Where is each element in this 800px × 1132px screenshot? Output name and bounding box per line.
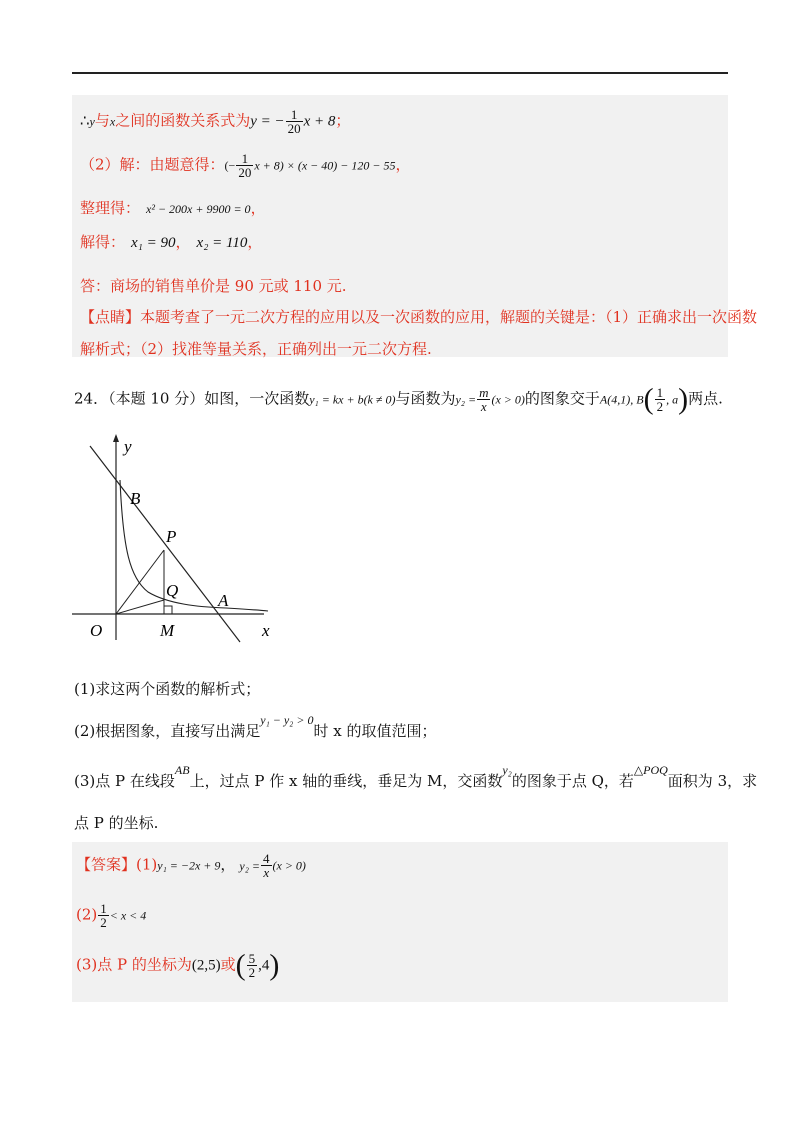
var-x: x — [109, 114, 116, 129]
hyperbola-curve — [120, 480, 268, 611]
relation-text: 之间的函数关系式为 — [115, 111, 251, 130]
part3-y2: y₂ — [502, 763, 512, 777]
punct: ， — [395, 155, 411, 174]
answer-line: 答：商场的销售单价是 90 元或 110 元. — [80, 277, 347, 295]
label-O: O — [90, 621, 103, 640]
part3-triangle: △POQ — [633, 763, 668, 777]
part-2 — [74, 713, 437, 743]
var-y: y — [89, 114, 95, 129]
fraction-1-20 — [286, 108, 303, 135]
text-and: 与 — [94, 111, 110, 130]
frac-denominator: 2 — [656, 399, 664, 414]
part2-label: （2）解：由题意得： — [80, 155, 225, 174]
answer3-pre: (3)点 P 的坐标为 — [76, 955, 192, 974]
eq-pre: (− — [224, 158, 236, 173]
label-y: y — [124, 437, 132, 456]
roots-line — [80, 232, 262, 253]
q24-linear-fn: y₁ = kx + b(k ≠ 0) — [309, 392, 396, 407]
q24-domain: (x > 0) — [491, 392, 525, 407]
answer-fraction-half — [98, 902, 109, 929]
roots-label: 解得： — [80, 233, 126, 251]
part3-mid2: 的图象于点 Q，若 — [511, 772, 634, 790]
q24-fraction-m-x — [477, 386, 490, 413]
relation-line — [80, 108, 350, 135]
answer-y2-domain: (x > 0) — [272, 858, 306, 873]
label-Q: Q — [166, 581, 179, 600]
simplify-label: 整理得： — [80, 199, 141, 217]
part3-mid: 上，过点 P 作 x 轴的垂线，垂足为 M，交函数 — [189, 772, 503, 790]
answer-fraction-4-x — [261, 852, 272, 879]
answer3-coord-2-y: ,4 — [258, 957, 270, 974]
fraction-1-20-b — [236, 152, 253, 179]
part-1: (1)求这两个函数的解析式； — [74, 680, 261, 698]
q24-text-1: 24．（本题 10 分）如图，一次函数 — [74, 389, 310, 408]
frac-numerator: 4 — [263, 851, 270, 866]
q24-text-3: 的图象交于 — [524, 389, 600, 408]
frac-numerator: 1 — [656, 385, 664, 400]
equation-line — [80, 152, 410, 179]
segment-OP — [116, 550, 164, 614]
part-3-line-2: 点 P 的坐标. — [74, 814, 159, 832]
punct: ， — [247, 233, 263, 251]
label-P: P — [166, 527, 177, 546]
paren-left: ( — [643, 382, 654, 416]
answer2-label: (2) — [76, 905, 98, 924]
relation-expr-post: x + 8 — [303, 113, 336, 130]
part3-post: 面积为 3，求 — [667, 772, 758, 790]
linear-function-line — [90, 446, 240, 642]
frac-denominator: 2 — [100, 915, 107, 930]
simplify-line — [80, 198, 266, 219]
root-x1: x₁ = 90 — [131, 235, 176, 251]
paren-left: ( — [235, 948, 246, 982]
answer-3 — [76, 948, 280, 982]
part2-inequality: y₁ − y₂ > 0 — [260, 713, 314, 727]
label-B: B — [130, 489, 141, 508]
part-3 — [74, 763, 758, 793]
part3-pre: (3)点 P 在线段 — [74, 772, 175, 790]
punct: ， — [220, 855, 236, 874]
segment-OQ — [116, 600, 164, 614]
y-axis-arrow — [113, 434, 119, 442]
frac-denominator: 20 — [287, 121, 301, 136]
frac-numerator: 5 — [248, 951, 256, 966]
answer-y1: y₁ = −2x + 9 — [157, 858, 221, 873]
function-graph-figure — [68, 430, 288, 650]
answer-y2-pre: y₂ = — [239, 858, 260, 873]
label-x: x — [262, 621, 270, 640]
q24-point-b-a: , a — [666, 392, 679, 407]
punct: ， — [175, 233, 191, 251]
part2-pre: (2)根据图象，直接写出满足 — [74, 722, 261, 740]
eq-post: x + 8) × (x − 40) − 120 − 55 — [254, 158, 396, 173]
answer-fraction-5-2 — [247, 952, 258, 979]
answer-2 — [76, 902, 146, 929]
paren-right: ) — [269, 948, 280, 982]
part2-post: 时 x 的取值范围； — [313, 722, 437, 740]
frac-numerator: 1 — [241, 151, 249, 166]
q24-fraction-half — [655, 386, 666, 413]
frac-numerator: 1 — [290, 107, 298, 122]
remark-line-1: 【点睛】本题考查了一元二次方程的应用以及一次函数的应用，解题的关键是：（1）正确求出一次函数 — [80, 308, 758, 326]
remark-line-2: 解析式；（2）找准等量关系，正确列出一元二次方程. — [80, 340, 432, 358]
answer3-coord-1: (2,5) — [191, 957, 221, 974]
frac-denominator: x — [261, 865, 272, 879]
punct: ， — [250, 199, 266, 217]
frac-numerator: m — [479, 385, 489, 400]
frac-denominator: x — [477, 399, 490, 413]
relation-expr-pre: y = − — [250, 113, 285, 130]
answer-label: 【答案】(1) — [76, 855, 158, 874]
right-angle-mark — [164, 606, 172, 614]
answer-1 — [76, 852, 306, 879]
paren-right: ) — [678, 382, 689, 416]
q24-text-2: 与函数为 — [395, 389, 456, 408]
frac-numerator: 1 — [100, 901, 107, 916]
q24-points: A(4,1), B — [599, 392, 644, 407]
answer2-range: < x < 4 — [109, 908, 147, 923]
root-x2: x₂ = 110 — [196, 235, 248, 251]
therefore-symbol: ∴ — [80, 111, 90, 130]
quadratic-eq: x² − 200x + 9900 = 0 — [146, 202, 251, 216]
question-24-stem — [74, 382, 723, 416]
label-M: M — [160, 621, 175, 640]
q24-text-4: 两点. — [688, 389, 723, 408]
part3-segment-ab: AB — [174, 763, 190, 777]
punct: ； — [335, 111, 351, 130]
answer3-or: 或 — [220, 955, 236, 974]
label-A: A — [218, 591, 229, 610]
header-rule — [72, 72, 728, 74]
q24-y2-pre: y₂ = — [455, 392, 477, 407]
frac-denominator: 20 — [238, 165, 252, 180]
frac-denominator: 2 — [248, 965, 256, 980]
